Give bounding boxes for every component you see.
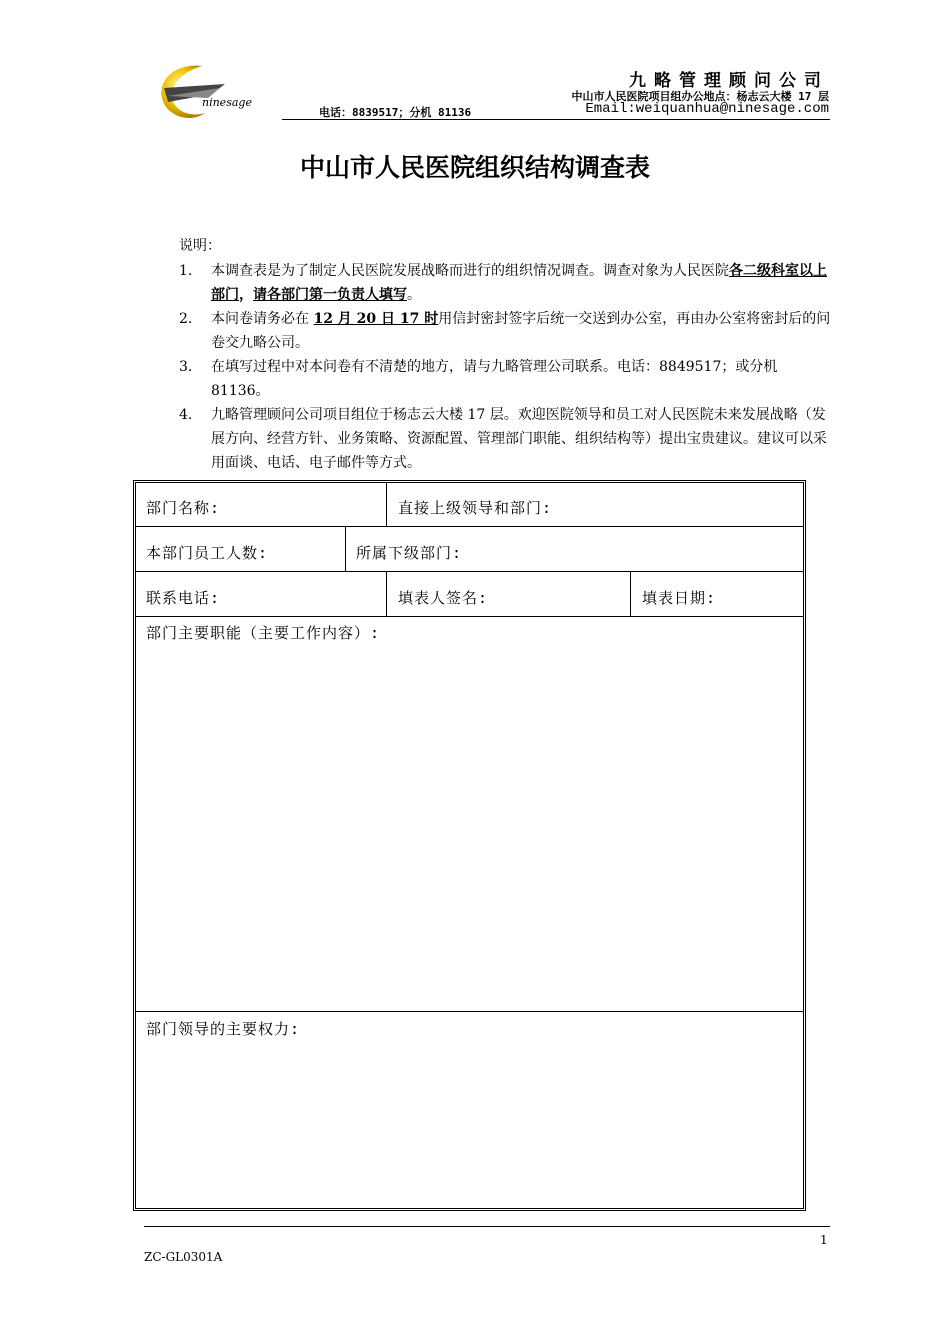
fill-date-field[interactable]: 填表日期:: [642, 589, 717, 607]
item-punct: ，: [239, 287, 253, 303]
item-text: 本问卷请务必在: [211, 311, 314, 327]
contact-phone-field[interactable]: 联系电话:: [146, 589, 221, 607]
item-text: 九略管理顾问公司项目组位于杨志云大楼 17 层。欢迎医院领导和员工对人民医院未来发展战略（发展方向、经营方针、业务策略、资源配置、管理部门职能、组织结构等）提出宝贵建议。建议可以采用面谈、电话、电子邮件等方式。: [211, 407, 827, 471]
instruction-list: [179, 259, 831, 475]
instruction-item-3: [179, 355, 831, 403]
instruction-item-2: [179, 307, 831, 355]
item-text: 用信封密封签字后统一交送到办公室，再由办公室将密封后的问卷交九略公司。: [211, 311, 831, 351]
filler-signature-field[interactable]: 填表人签名:: [398, 589, 489, 607]
company-name: 九略管理顾问公司: [629, 71, 829, 91]
item-emphasis: 各二级科室以上部门: [211, 263, 827, 303]
instruction-item-4: [179, 403, 831, 475]
footer-divider: [144, 1226, 830, 1227]
item-deadline: 12 月 20 日 17 时: [313, 311, 439, 327]
leader-powers-field[interactable]: 部门领导的主要权力:: [146, 1020, 301, 1038]
survey-form-table: [133, 480, 806, 1211]
logo-text: ninesage: [202, 96, 252, 109]
row-divider: [136, 1011, 803, 1012]
instruction-item-1: [179, 259, 831, 307]
col-divider: [630, 571, 631, 616]
row-divider: [136, 616, 803, 617]
col-divider: [345, 526, 346, 571]
item-text: 本调查表是为了制定人民医院发展战略而进行的组织情况调查。调查对象为人民医院: [211, 263, 729, 279]
item-number: 1.: [179, 263, 193, 279]
col-divider: [386, 571, 387, 616]
page-title: 中山市人民医院组织结构调查表: [299, 153, 650, 182]
company-logo: [150, 58, 265, 128]
staff-count-field[interactable]: 本部门员工人数:: [146, 544, 269, 562]
office-address: 中山市人民医院项目组办公地点：杨志云大楼 17 层: [571, 90, 829, 103]
superior-field[interactable]: 直接上级领导和部门:: [398, 499, 553, 517]
intro-label: 说明：: [179, 238, 221, 254]
header-divider: [282, 119, 830, 120]
item-text: 在填写过程中对本问卷有不清楚的地方，请与九略管理公司联系。电话：8849517；或分机 81136。: [211, 359, 778, 399]
main-functions-field[interactable]: 部门主要职能（主要工作内容）:: [146, 624, 381, 642]
item-emphasis: 请各部门第一负责人填写: [253, 287, 407, 303]
item-number: 3.: [179, 359, 193, 375]
row-divider: [136, 526, 803, 527]
item-punct: 。: [407, 287, 421, 303]
document-code: ZC-GL0301A: [144, 1250, 223, 1264]
subordinate-dept-field[interactable]: 所属下级部门:: [356, 544, 463, 562]
header-email: Email:weiquanhua@ninesage.com: [585, 101, 829, 117]
col-divider: [386, 483, 387, 526]
dept-name-field[interactable]: 部门名称:: [146, 499, 221, 517]
page-number: 1: [820, 1233, 828, 1247]
item-number: 4.: [179, 407, 193, 423]
item-number: 2.: [179, 311, 193, 327]
header-phone: 电话：8839517；分机 81136: [319, 106, 472, 119]
row-divider: [136, 571, 803, 572]
